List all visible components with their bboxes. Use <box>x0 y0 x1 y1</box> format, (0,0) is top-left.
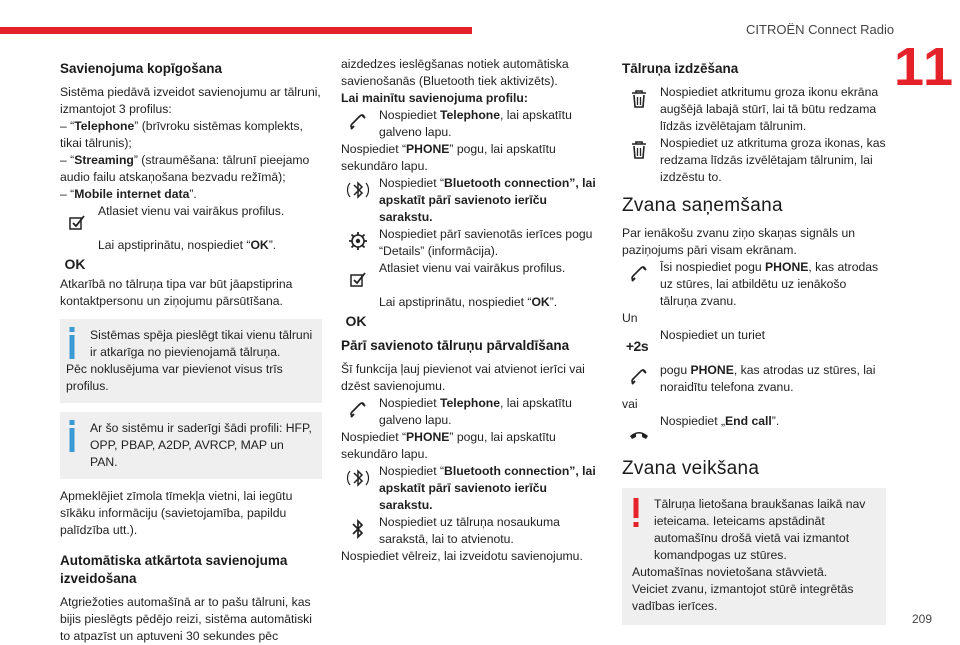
trash-icon <box>626 86 652 112</box>
paragraph: Atgriežoties automašīnā ar to pašu tālruni, kas bijis pieslēgts pēdējo reizi, sistēma automātiski to atpazīst un aptuveni 30 sekundes pēc <box>60 595 312 643</box>
paragraph: vai <box>622 397 638 411</box>
heading-receive-call: Zvana saņemšana <box>622 195 783 216</box>
list-item: – “Streaming” (straumēšana: tālrunī pieejamo audio failu atskaņošana bezvadu režīmā); <box>60 153 310 184</box>
heading-make-call: Zvana veikšana <box>622 458 760 479</box>
paragraph: Atkarībā no tālruņa tipa var būt jāapstiprina kontaktpersonu un ziņojumu pārsūtīšana. <box>60 277 293 308</box>
step: Nospiediet „End call”. <box>622 413 886 443</box>
paragraph: Nospiediet “PHONE” pogu, lai apskatītu sekundāro lapu. <box>341 142 556 173</box>
step-confirm-ok: OK Lai apstiprinātu, nospiediet “OK”. <box>60 231 322 271</box>
end-call-icon <box>626 421 652 447</box>
step-confirm-ok: OK Lai apstiprinātu, nospiediet “OK”. <box>341 288 603 328</box>
step: Nospiediet uz tālruņa nosaukuma sarakstā, lai to atvienotu. <box>341 514 603 548</box>
heading-delete-phone: Tālruņa izdzēšana <box>622 61 739 76</box>
paragraph: aizdedzes ieslēgšanas notiek automātiska savienošanās (Bluetooth tiek aktivizēts). <box>341 57 569 88</box>
list-item: – “Mobile internet data”. <box>60 187 197 201</box>
warning-icon <box>632 498 640 528</box>
step: Nospiediet pārī savienotās ierīces pogu “Details” (informācija). <box>341 226 603 260</box>
info-note: Sistēmas spēja pieslēgt tikai vienu tālruni ir atkarīga no pievienojamā tālruņa. Pēc noklusējuma var pievienot visus trīs profilus. <box>60 319 322 403</box>
step: Atlasiet vienu vai vairākus profilus. <box>341 260 603 288</box>
paragraph: Apmeklējiet zīmola tīmekļa vietni, lai iegūtu sīkāku informāciju (savietojamība, papildu palīdzība utt.). <box>60 489 293 537</box>
info-icon <box>68 327 76 359</box>
paragraph: Sistēma piedāvā izveidot savienojumu ar tālruni, izmantojot 3 profilus: <box>60 85 321 116</box>
paragraph: Un <box>622 311 638 325</box>
column-1 <box>60 56 322 645</box>
step: Nospiediet uz atkrituma groza ikonas, kas redzama līdzās izvēlētajam tālrunim, lai izdzēstu to. <box>622 135 886 186</box>
step: Nospiediet “Bluetooth connection”, lai apskatīt pārī savienoto ierīču sarakstu. <box>341 463 603 514</box>
step: Īsi nospiediet pogu PHONE, kas atrodas uz stūres, lai atbildētu uz ienākošo tālruņa zvanu. <box>622 259 886 310</box>
press-2s-icon: +2s <box>625 337 649 354</box>
paragraph: Šī funkcija ļauj pievienot vai atvienot ierīci vai dzēst savienojumu. <box>341 362 585 393</box>
step: Nospiediet “Bluetooth connection”, lai apskatīt pārī savienoto ierīču sarakstu. <box>341 175 603 226</box>
info-note: Ar šo sistēmu ir saderīgi šādi profili: HFP, OPP, PBAP, A2DP, AVRCP, MAP un PAN. <box>60 412 322 479</box>
step: +2s Nospiediet un turiet <box>622 327 886 357</box>
phone-handset-icon <box>626 261 652 287</box>
heading-sharing: Savienojuma kopīgošana <box>60 61 223 76</box>
ok-icon: OK <box>345 312 367 329</box>
step-select-profiles: Atlasiet vienu vai vairākus profilus. <box>60 203 322 231</box>
bluetooth-icon <box>345 516 371 542</box>
info-icon <box>68 420 76 452</box>
column-2 <box>341 56 603 565</box>
chapter-number: 11 <box>894 37 956 97</box>
column-3 <box>622 56 886 625</box>
step: Nospiediet atkritumu groza ikonu ekrāna augšējā labajā stūrī, lai tā būtu redzama līdzās izvēlētajam tālrunim. <box>622 84 886 135</box>
paragraph: Nospiediet “PHONE” pogu, lai apskatītu sekundāro lapu. <box>341 430 556 461</box>
paragraph: Par ienākošu zvanu ziņo skaņas signāls un paziņojums pāri visam ekrānam. <box>622 226 856 257</box>
step: Nospiediet Telephone, lai apskatītu galveno lapu. <box>341 395 603 429</box>
gear-icon <box>345 228 371 254</box>
heading-manage-paired: Pārī savienoto tālruņu pārvaldīšana <box>341 338 570 353</box>
paragraph: Nospiediet vēlreiz, lai izveidotu savienojumu. <box>341 549 583 563</box>
subheading-change-profile: Lai mainītu savienojuma profilu: <box>341 91 528 105</box>
bluetooth-connection-icon <box>345 177 371 203</box>
heading-auto-reconnect: Automātiska atkārtota savienojuma izveidošana <box>60 553 288 586</box>
phone-handset-icon <box>345 397 371 423</box>
page-number: 209 <box>912 612 933 626</box>
phone-handset-icon <box>345 109 371 135</box>
bluetooth-connection-icon <box>345 465 371 491</box>
header-accent-bar <box>0 27 472 34</box>
header-title: CITROËN Connect Radio <box>746 22 895 37</box>
step: Nospiediet Telephone, lai apskatītu galveno lapu. <box>341 107 603 141</box>
warning-note: Tālruņa lietošana braukšanas laikā nav ieteicama. Ieteicams apstādināt automašīnu drošā vietā vai izmantot komandpogas uz stūres. Automašīnas novietošana stāvvietā. Veiciet zvanu, izmantojot stūrē integrētās vadības ierīces. <box>622 488 886 625</box>
trash-icon <box>626 137 652 163</box>
ok-icon: OK <box>64 255 86 272</box>
list-item: – “Telephone” (brīvroku sistēmas komplekts, tikai tālrunis); <box>60 119 303 150</box>
step: pogu PHONE, kas atrodas uz stūres, lai noraidītu telefona zvanu. <box>622 362 886 396</box>
phone-handset-icon <box>626 364 652 390</box>
